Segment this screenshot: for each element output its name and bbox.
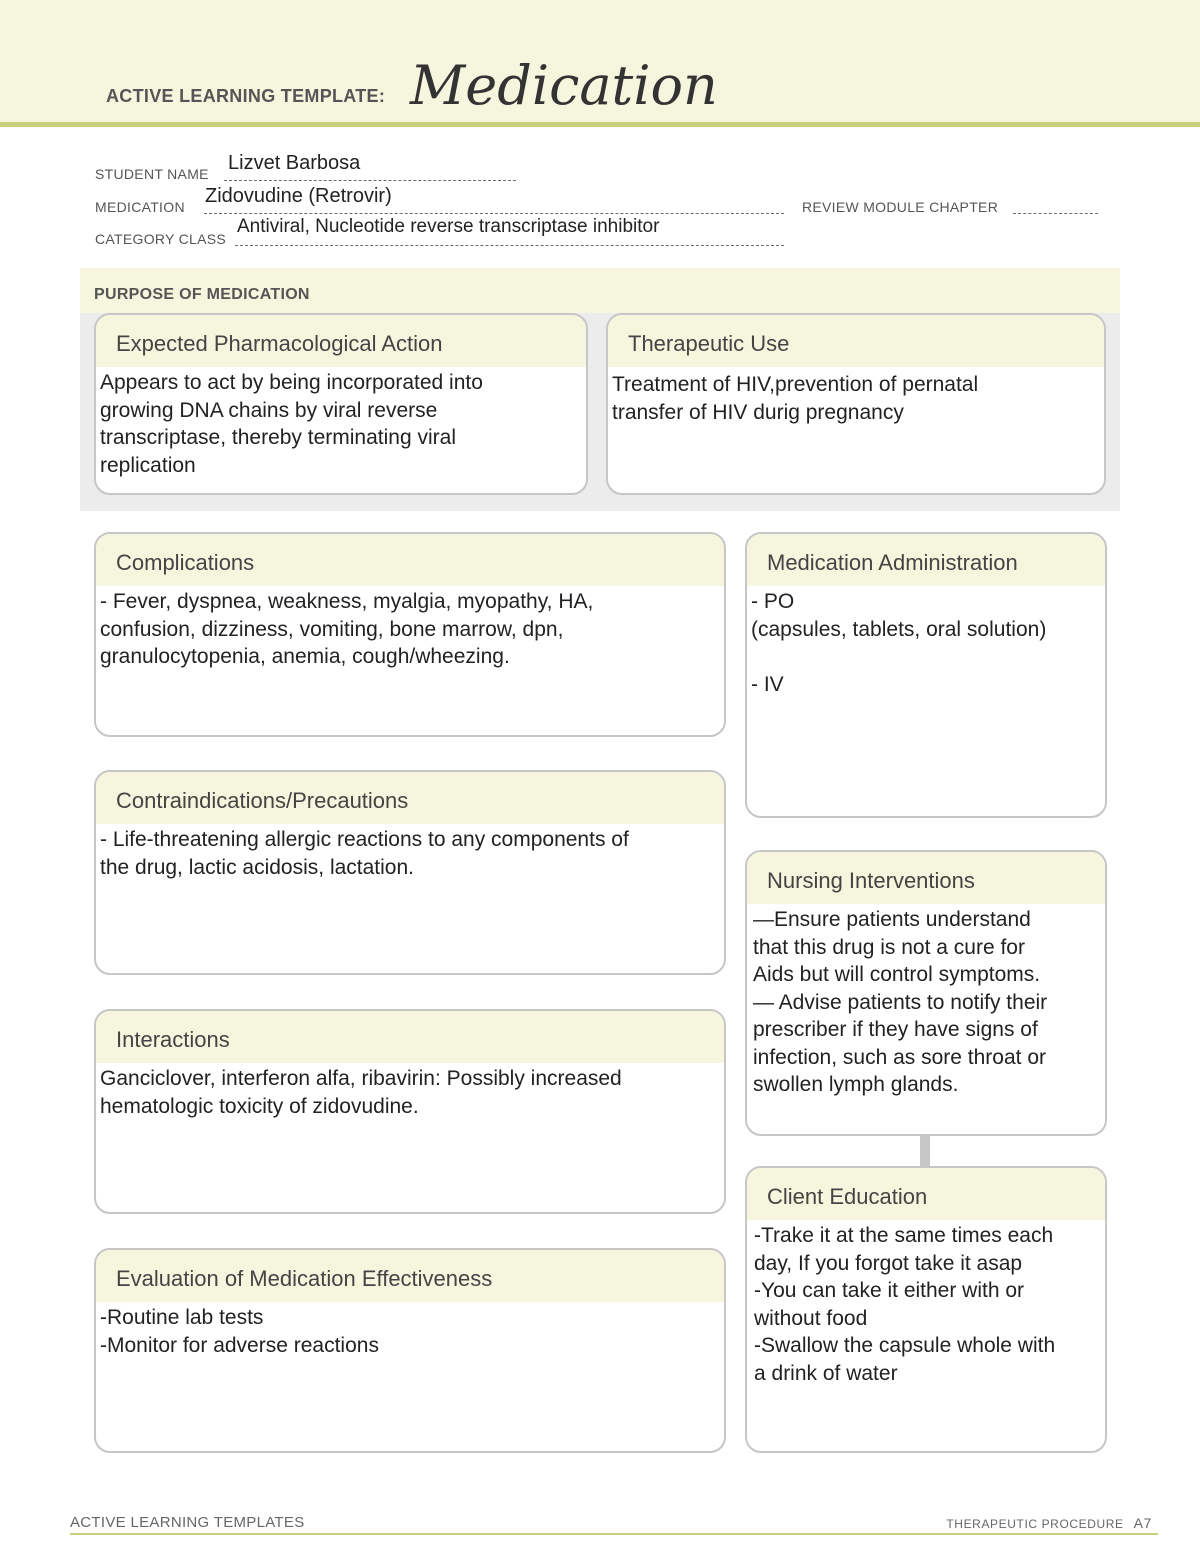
client-education-line: -Trake it at the same times each	[754, 1224, 1054, 1247]
expected-action-title: Expected Pharmacological Action	[96, 315, 586, 367]
expected-action-body	[96, 367, 586, 479]
nursing-body	[747, 904, 1105, 1099]
client-education-line: a drink of water	[754, 1361, 898, 1385]
contraindications-body	[96, 824, 724, 881]
evaluation-line: -Monitor for adverse reactions	[100, 1333, 379, 1357]
nursing-line: — Advise patients to notify their	[753, 990, 1048, 1014]
category-class-line	[235, 245, 784, 246]
student-name-label: STUDENT NAME	[95, 166, 209, 182]
contraindications-card	[94, 770, 726, 975]
complications-line: confusion, dizziness, vomiting, bone marrow, dpn,	[100, 617, 564, 641]
client-education-card	[745, 1166, 1107, 1453]
expected-action-card	[94, 313, 588, 495]
therapeutic-use-line: transfer of HIV durig pregnancy	[612, 400, 904, 424]
med-admin-line	[751, 643, 1101, 671]
interactions-card	[94, 1009, 726, 1214]
nursing-line: that this drug is not a cure for	[753, 935, 1025, 959]
footer-left-text: ACTIVE LEARNING TEMPLATES	[70, 1514, 305, 1531]
nursing-line: prescriber if they have signs of	[753, 1018, 1038, 1041]
page-number: A7	[1133, 1515, 1152, 1531]
nursing-line: swollen lymph glands.	[753, 1073, 959, 1096]
contraindications-line: - Life-threatening allergic reactions to any components of	[100, 828, 629, 851]
interactions-line: Ganciclover, interferon alfa, ribavirin: Possibly increased	[100, 1067, 622, 1090]
page-title: Medication	[410, 54, 718, 117]
expected-action-line: transcriptase, thereby terminating viral	[100, 426, 456, 449]
complications-body	[96, 586, 724, 671]
med-admin-title: Medication Administration	[747, 534, 1105, 586]
expected-action-line: Appears to act by being incorporated into	[100, 371, 483, 394]
evaluation-body	[96, 1302, 724, 1359]
complications-title: Complications	[96, 534, 724, 586]
category-class-label: CATEGORY CLASS	[95, 231, 227, 247]
complications-line: - Fever, dyspnea, weakness, myalgia, myopathy, HA,	[100, 590, 594, 613]
client-education-title: Client Education	[747, 1168, 1105, 1220]
therapeutic-use-line: Treatment of HIV,prevention of pernatal	[612, 373, 979, 396]
med-admin-body	[747, 586, 1105, 698]
complications-card	[94, 532, 726, 737]
therapeutic-use-title: Therapeutic Use	[608, 315, 1104, 367]
purpose-title: PURPOSE OF MEDICATION	[94, 286, 310, 303]
nursing-card	[745, 850, 1107, 1136]
review-module-label: REVIEW MODULE CHAPTER	[802, 199, 999, 215]
contraindications-line: the drug, lactic acidosis, lactation.	[100, 855, 414, 879]
header-rule	[0, 122, 1200, 127]
med-admin-line: - IV	[751, 672, 784, 696]
med-admin-card	[745, 532, 1107, 818]
contraindications-title: Contraindications/Precautions	[96, 772, 724, 824]
interactions-title: Interactions	[96, 1011, 724, 1063]
client-education-body	[747, 1220, 1105, 1387]
client-education-line: without food	[754, 1306, 868, 1330]
expected-action-line: growing DNA chains by viral reverse	[100, 398, 438, 422]
nursing-line: —Ensure patients understand	[753, 908, 1031, 931]
client-education-line: -Swallow the capsule whole with	[754, 1334, 1056, 1357]
medication-line	[204, 213, 784, 214]
connector-bar	[920, 1135, 930, 1167]
medication-label: MEDICATION	[95, 199, 185, 215]
medication-field[interactable]: Zidovudine (Retrovir)	[205, 185, 392, 207]
review-module-line	[1013, 213, 1098, 214]
therapeutic-use-card	[606, 313, 1106, 495]
evaluation-card	[94, 1248, 726, 1453]
student-name-field[interactable]: Lizvet Barbosa	[228, 152, 361, 174]
therapeutic-use-body	[608, 367, 1104, 426]
footer-rule	[70, 1533, 1158, 1535]
nursing-line: infection, such as sore throat or	[753, 1045, 1046, 1069]
category-class-field[interactable]: Antiviral, Nucleotide reverse transcriptase inhibitor	[237, 216, 660, 237]
template-label: ACTIVE LEARNING TEMPLATE:	[106, 86, 386, 106]
evaluation-line: -Routine lab tests	[100, 1306, 264, 1329]
client-education-line: -You can take it either with or	[754, 1279, 1025, 1302]
interactions-body	[96, 1063, 724, 1120]
med-admin-line: (capsules, tablets, oral solution)	[751, 617, 1047, 641]
interactions-line: hematologic toxicity of zidovudine.	[100, 1094, 419, 1118]
client-education-line: day, If you forgot take it asap	[754, 1251, 1023, 1275]
med-admin-line: - PO	[751, 590, 795, 613]
nursing-title: Nursing Interventions	[747, 852, 1105, 904]
nursing-line: Aids but will control symptoms.	[753, 963, 1041, 986]
footer-right-text	[946, 1515, 1152, 1531]
footer-section-label: THERAPEUTIC PROCEDURE	[946, 1517, 1124, 1531]
expected-action-line: replication	[100, 453, 196, 477]
student-name-line	[224, 180, 516, 181]
complications-line: granulocytopenia, anemia, cough/wheezing.	[100, 645, 510, 668]
evaluation-title: Evaluation of Medication Effectiveness	[96, 1250, 724, 1302]
